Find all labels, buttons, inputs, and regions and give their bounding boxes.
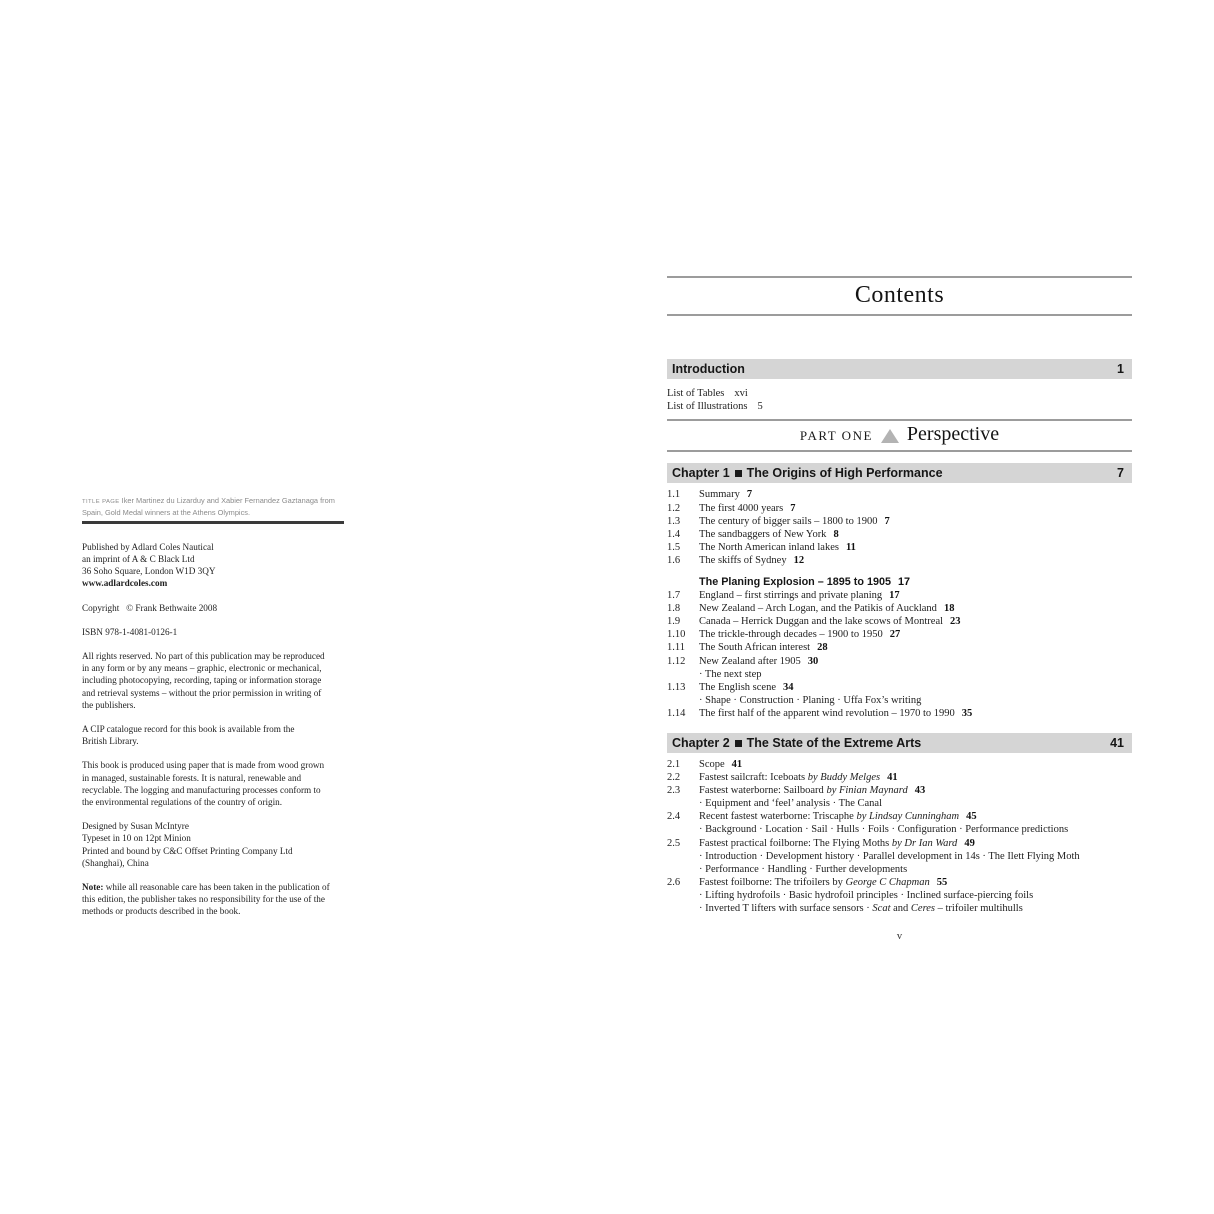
toc-entry-page: 45 [966, 811, 977, 823]
front-matter-entry [667, 387, 1132, 400]
toc-entry-page: 35 [961, 707, 973, 719]
toc-subtopics: · Background · Location · Sail · Hulls · Foils · Configuration · Performance predictions [699, 824, 1069, 836]
toc-entry-title: New Zealand – Arch Logan, and the Patikis of Auckland 18 [699, 603, 955, 615]
toc-entry-number: 2.6 [667, 876, 681, 888]
toc-entry-page: 7 [884, 515, 890, 527]
toc-entry-title: The trickle-through decades – 1900 to 1950 27 [699, 629, 901, 641]
toc-entry-number: 1.2 [667, 502, 681, 514]
toc-entry-number: 1.1 [667, 489, 681, 501]
toc-entry-page: 12 [793, 554, 805, 566]
toc-entry [667, 615, 1132, 628]
toc-entry-number: 1.13 [667, 681, 686, 693]
caption-text: Iker Martinez du Lizarduy and Xabier Fernandez Gaztanaga from Spain, Gold Medal winners at the Athens Olympics. [82, 496, 335, 517]
contents-page [667, 276, 1132, 942]
chapter-page-number: 41 [1110, 736, 1124, 750]
toc-subheading-page: 17 [898, 575, 911, 588]
part-one-heading [667, 419, 1132, 452]
caption-label: TITLE PAGE [82, 499, 120, 505]
toc-entry-number: 1.5 [667, 541, 681, 553]
toc-entry-page: 8 [833, 528, 839, 540]
toc-entry-title: Scope 41 [699, 759, 743, 770]
folio-page-number: v [896, 931, 903, 943]
toc-entry-page: 17 [889, 590, 900, 602]
front-matter-list [667, 387, 1132, 413]
toc-subtopics: · The next step [699, 668, 762, 680]
note-text: while all reasonable care has been taken in the publication of this edition, the publisher takes no responsibility for the use of the methods or products described in the book. [82, 881, 330, 917]
toc-entry-page: 34 [782, 681, 794, 693]
copyright-line: Copyright © Frank Bethwaite 2008 [82, 602, 218, 613]
toc-entry-title: The English scene 34 [699, 681, 794, 693]
front-matter-entry-page: 5 [757, 401, 763, 413]
title-rule-top [667, 276, 1132, 278]
toc-entry-number: 1.8 [667, 603, 681, 615]
toc-entry-number: 1.12 [667, 655, 686, 667]
chapter-entries [667, 758, 1132, 915]
toc-entry-page: 7 [790, 502, 796, 514]
toc-entry [667, 628, 1132, 641]
chapter-heading-text [672, 466, 943, 480]
toc-entry-number: 2.3 [667, 785, 681, 797]
toc-entry-title: The century of bigger sails – 1800 to 1900 7 [699, 515, 890, 527]
publisher-block [82, 541, 344, 590]
toc-entry [667, 641, 1132, 654]
note-label: Note: [82, 881, 104, 892]
toc-entry-page: 49 [964, 837, 975, 849]
toc-entry-title: Recent fastest waterborne: Triscaphe by Lindsay Cunningham 45 [699, 811, 977, 823]
toc-entry-page: 18 [943, 603, 955, 615]
toc-entry-page: 28 [817, 642, 828, 654]
toc-entry [667, 602, 1132, 615]
toc-entry-title: The skiffs of Sydney 12 [699, 554, 805, 566]
toc-entry-page: 23 [950, 616, 961, 628]
toc-entry-page: 41 [731, 759, 743, 770]
note-paragraph [82, 881, 344, 918]
chapter-entries [667, 488, 1132, 720]
toc-subheading-title: The Planing Explosion – 1895 to 1905 [699, 575, 892, 588]
square-bullet-icon [735, 470, 742, 477]
introduction-label: Introduction [672, 362, 745, 376]
toc-entry-number: 1.10 [667, 629, 686, 641]
chapter-heading-text [672, 736, 921, 750]
toc-entry-number: 1.4 [667, 528, 681, 540]
cip-paragraph: A CIP catalogue record for this book is available from the British Library. [82, 723, 295, 747]
paper-paragraph: This book is produced using paper that is made from wood grown in managed, sustainable forests. It is natural, renewable and recyclable. The logging and manufacturing processes conform to the environmental regulations of the country of origin. [82, 760, 325, 807]
title-page-caption [82, 496, 344, 518]
chapter-heading-bar [667, 463, 1132, 483]
copyright-page [82, 496, 344, 918]
toc-entry [667, 488, 1132, 501]
toc-entry-title: Summary 7 [699, 489, 753, 501]
front-matter-entry-label: List of Tables [667, 388, 725, 399]
toc-entry-title: The South African interest 28 [699, 642, 828, 654]
toc-entry [667, 771, 1132, 784]
toc-entry-page: 7 [746, 489, 753, 501]
chapter-label: Chapter 1 [672, 466, 730, 481]
toc-entry [667, 707, 1132, 720]
part-kicker: PART ONE [799, 428, 873, 444]
chapter-list [667, 463, 1132, 915]
toc-entry [667, 502, 1132, 515]
production-block: Designed by Susan McIntyre Typeset in 10 on 12pt Minion Printed and bound by C&C Offset Printing Company Ltd (Shanghai), China [82, 821, 293, 868]
toc-entry [667, 876, 1132, 889]
toc-entry-title: The first half of the apparent wind revolution – 1970 to 1990 35 [699, 707, 973, 719]
toc-entry-title: Fastest foilborne: The trifoilers by George C Chapman 55 [699, 876, 948, 888]
introduction-bar [667, 359, 1132, 379]
toc-entry-number: 2.1 [667, 759, 681, 770]
caption-rule [82, 521, 344, 524]
toc-entry [667, 758, 1132, 771]
toc-subheading [699, 576, 1132, 589]
toc-subtopics: · Shape · Construction · Planing · Uffa Fox’s writing [699, 694, 922, 706]
triangle-up-icon [881, 429, 899, 443]
chapter-title: The Origins of High Performance [746, 466, 943, 481]
rights-paragraph: All rights reserved. No part of this publication may be reproduced in any form or by any means – graphic, electronic or mechanical, including photocopying, recording, taping or information storage and retrieval systems – without the prior permission in writing of the publishers. [82, 650, 325, 710]
toc-entry-number: 2.2 [667, 772, 681, 784]
toc-subtopics: · Equipment and ‘feel’ analysis · The Canal [699, 798, 883, 810]
page-title: Contents [854, 282, 945, 308]
toc-entry [667, 541, 1132, 554]
toc-entry-number: 1.6 [667, 554, 681, 566]
square-bullet-icon [735, 740, 742, 747]
chapter-heading-bar [667, 733, 1132, 753]
front-matter-entry-page: xvi [734, 388, 748, 399]
front-matter-entry [667, 400, 1132, 413]
toc-entry-number: 1.9 [667, 616, 681, 628]
toc-entry-title: Fastest waterborne: Sailboard by Finian Maynard 43 [699, 785, 926, 797]
toc-entry-number: 1.11 [667, 642, 685, 654]
toc-entry-title: New Zealand after 1905 30 [699, 655, 819, 667]
toc-entry [667, 515, 1132, 528]
isbn-line: ISBN 978-1-4081-0126-1 [82, 626, 178, 637]
toc-entry-number: 1.14 [667, 707, 686, 719]
toc-entry-number: 2.5 [667, 837, 681, 849]
title-rule-bottom [667, 314, 1132, 316]
toc-entry-page: 41 [887, 772, 898, 784]
toc-entry-number: 2.4 [667, 811, 681, 823]
toc-entry-title: Canada – Herrick Duggan and the lake scows of Montreal 23 [699, 616, 961, 628]
toc-entry-title: The North American inland lakes 11 [699, 541, 856, 553]
toc-entry [667, 655, 1132, 668]
front-matter-entry-label: List of Illustrations [667, 401, 748, 413]
toc-entry-title: The first 4000 years 7 [699, 502, 796, 514]
toc-entry [667, 589, 1132, 602]
part-title: Perspective [906, 423, 1000, 446]
toc-entry [667, 681, 1132, 694]
toc-entry-page: 55 [936, 876, 948, 888]
publisher-lines: Published by Adlard Coles Nautical an imprint of A & C Black Ltd 36 Soho Square, London W1D 3QY [82, 541, 216, 577]
toc-entry-number: 1.3 [667, 515, 681, 527]
toc-entry-page: 27 [889, 629, 901, 641]
toc-subtopics: · Performance · Handling · Further developments [699, 863, 908, 875]
toc-entry-title: Fastest sailcraft: Iceboats by Buddy Melges 41 [699, 772, 898, 784]
toc-entry-page: 43 [914, 785, 926, 797]
toc-entry-number: 1.7 [667, 590, 681, 602]
toc-entry-title: The sandbaggers of New York 8 [699, 528, 839, 540]
toc-entry [667, 810, 1132, 823]
chapter-label: Chapter 2 [672, 736, 730, 750]
publisher-website: www.adlardcoles.com [82, 578, 168, 589]
toc-entry [667, 784, 1132, 797]
toc-subtopics: · Lifting hydrofoils · Basic hydrofoil principles · Inclined surface-piercing foils [699, 889, 1034, 901]
toc-entry [667, 528, 1132, 541]
toc-entry-page: 11 [845, 541, 856, 553]
toc-entry-title: England – first stirrings and private planing 17 [699, 590, 900, 602]
toc-entry [667, 554, 1132, 567]
chapter-title: The State of the Extreme Arts [746, 736, 922, 750]
toc-subtopics: · Inverted T lifters with surface sensors · Scat and Ceres – trifoiler multihulls [699, 903, 1023, 915]
chapter-page-number: 7 [1117, 466, 1124, 481]
toc-entry-page: 30 [807, 655, 819, 667]
toc-subtopics: · Introduction · Development history · Parallel development in 14s · The Ilett Flying Moth [699, 850, 1080, 862]
toc-entry [667, 837, 1132, 850]
toc-entry-title: Fastest practical foilborne: The Flying Moths by Dr Ian Ward 49 [699, 837, 975, 849]
introduction-page-number: 1 [1117, 362, 1124, 376]
